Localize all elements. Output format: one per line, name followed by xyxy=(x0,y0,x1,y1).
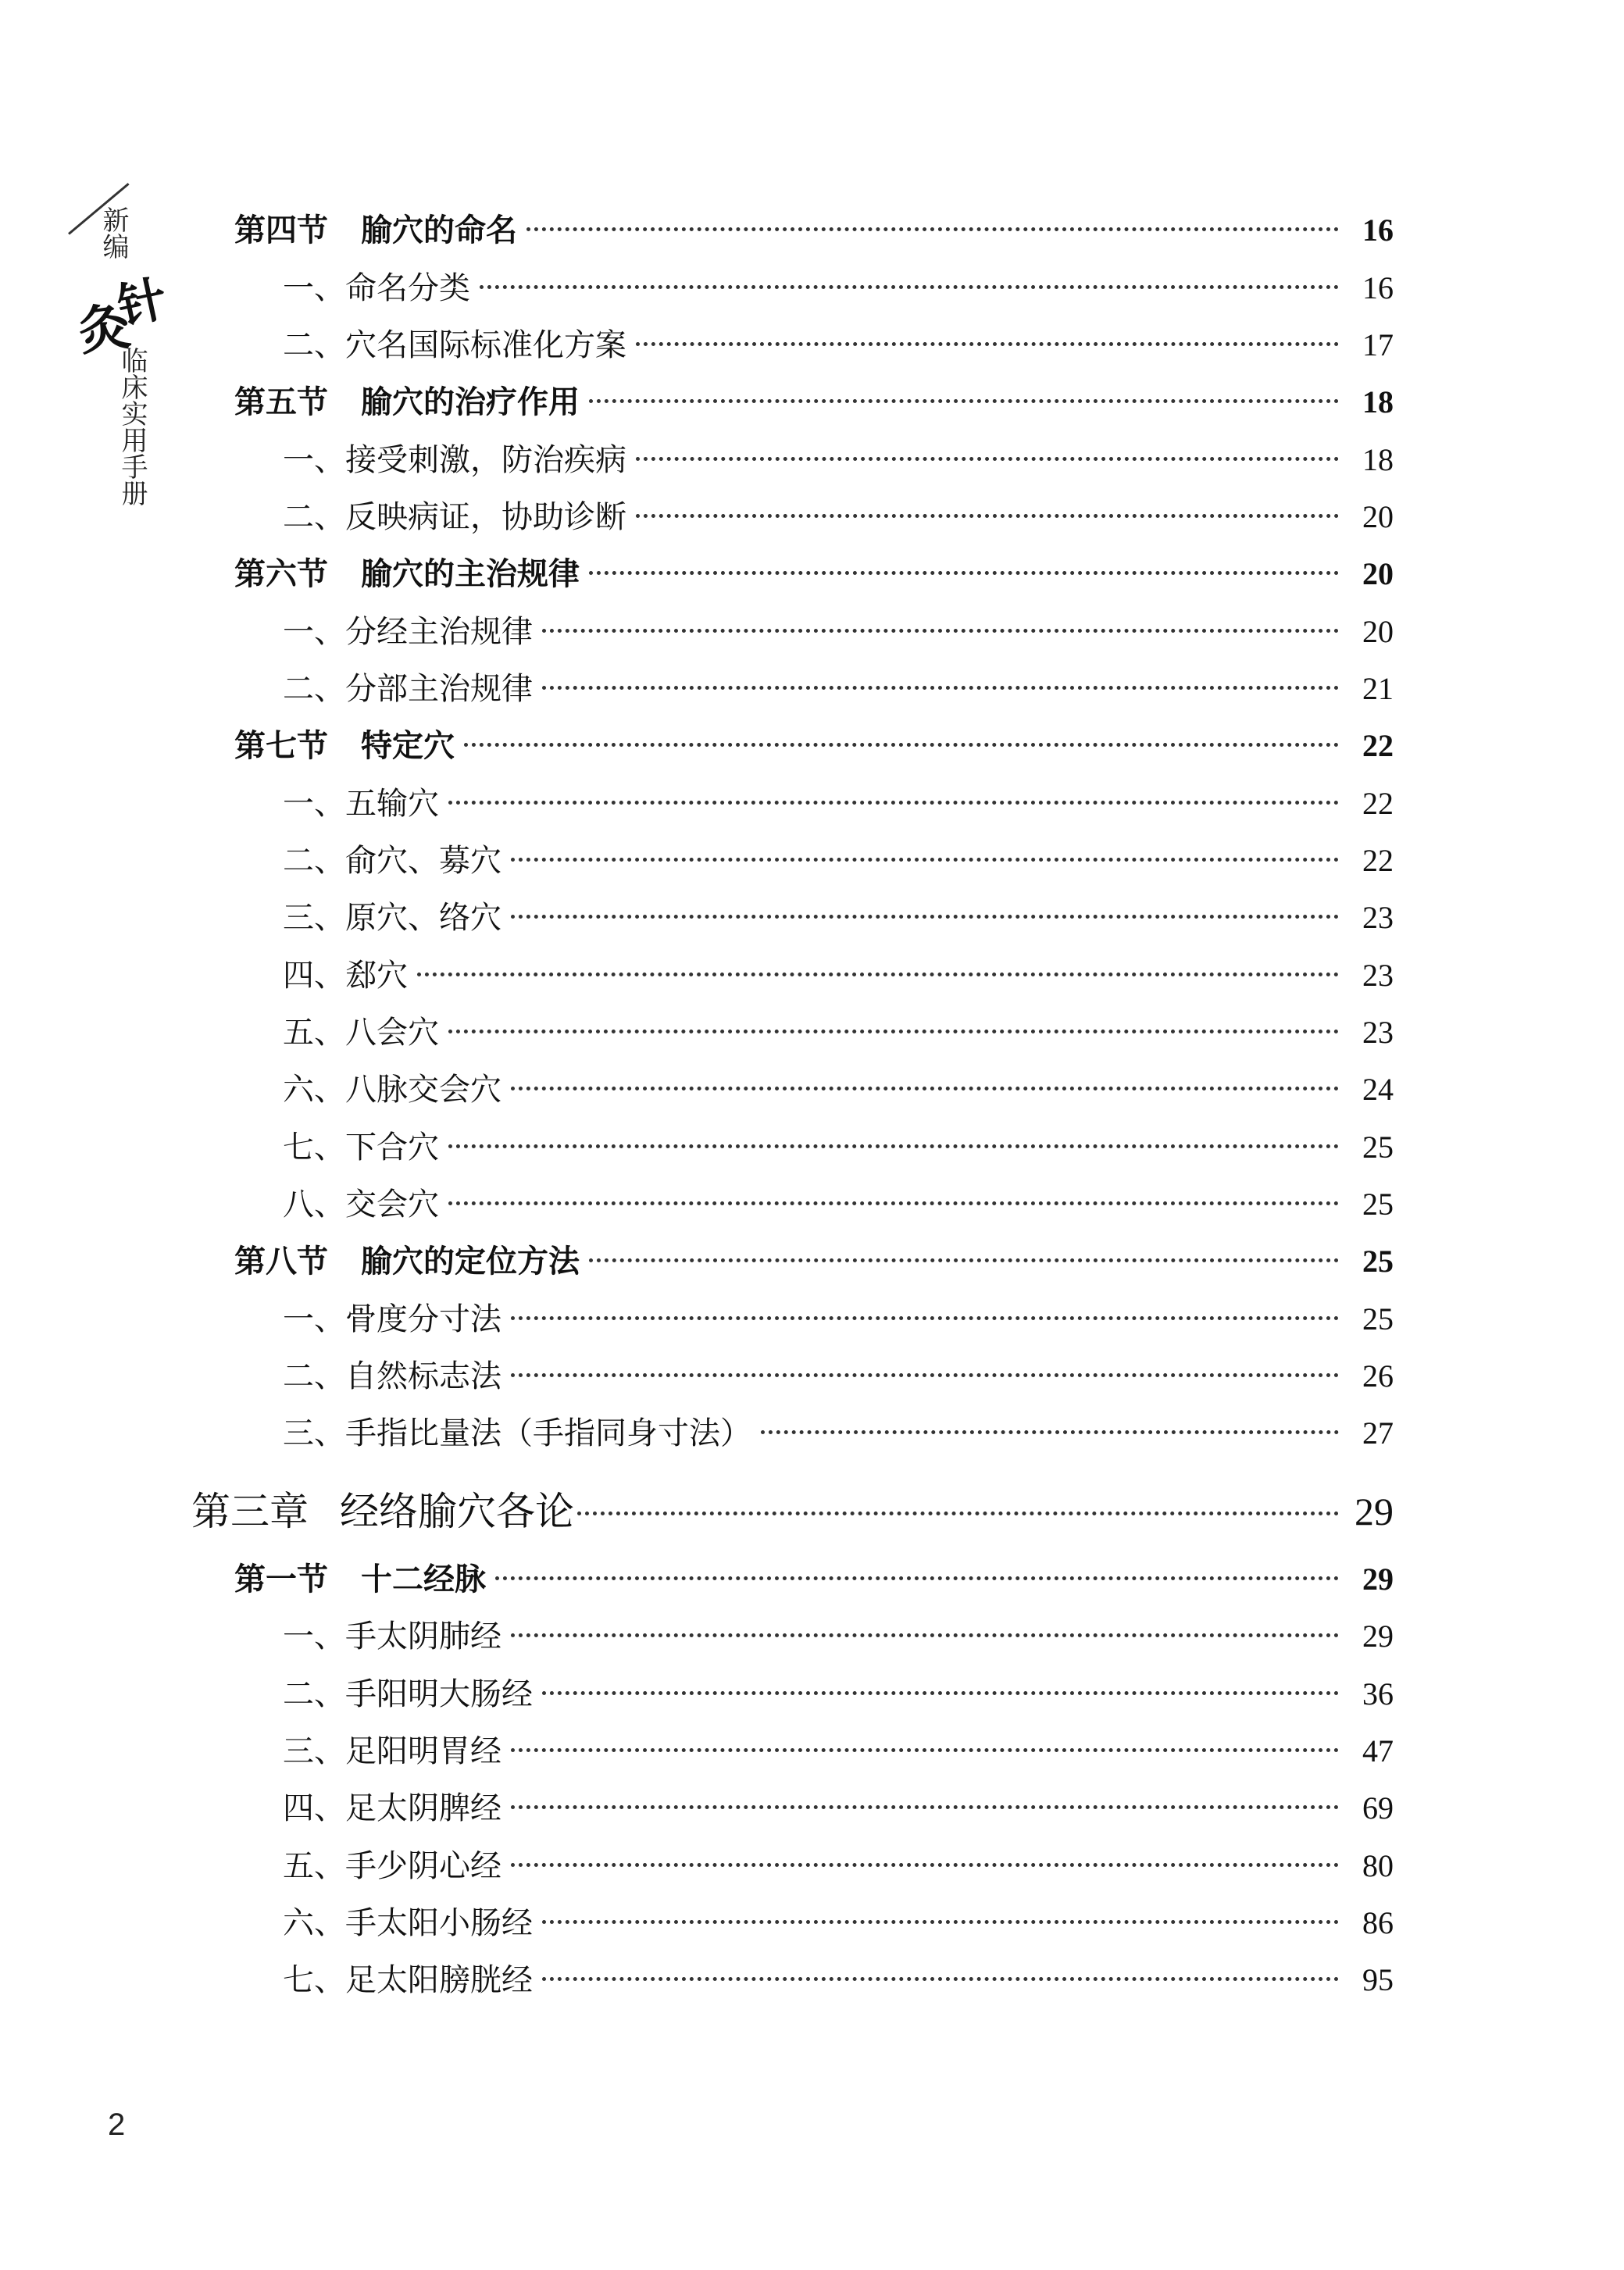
toc-section-row xyxy=(234,377,1394,422)
toc-entry-text: 七、下合穴 xyxy=(283,1130,439,1165)
dot-leader xyxy=(542,1977,1339,1981)
toc-entry-text: 一、命名分类 xyxy=(283,270,470,306)
toc-entry-title xyxy=(283,893,501,937)
toc-entry-title xyxy=(283,492,626,537)
toc-entry-text: 二、手阳明大肠经 xyxy=(283,1676,533,1712)
toc-entry-text: 二、俞穴、募穴 xyxy=(283,843,501,879)
toc-entry-title xyxy=(283,836,501,880)
toc-page-number: 20 xyxy=(1362,556,1394,591)
toc-entry-text: 特定穴 xyxy=(361,728,455,764)
dot-leader xyxy=(511,1316,1339,1320)
toc-item-row xyxy=(283,1611,1394,1656)
toc-page-number: 95 xyxy=(1362,1962,1394,1997)
toc-item-row xyxy=(283,1351,1394,1396)
toc-entry-number: 第一节 xyxy=(234,1562,328,1597)
brand-subtitle: 临床实用手册 xyxy=(116,347,148,506)
toc-page-number: 20 xyxy=(1362,499,1394,534)
toc-entry-title xyxy=(283,1783,501,1828)
dot-leader xyxy=(448,801,1339,805)
dot-leader xyxy=(511,1863,1339,1867)
toc-item-row xyxy=(283,320,1394,365)
toc-section-row xyxy=(234,205,1394,250)
toc-page-number: 23 xyxy=(1362,900,1394,935)
toc-entry-title xyxy=(234,1237,580,1281)
brand-jiu: 灸 xyxy=(74,294,134,363)
toc-item-row xyxy=(283,893,1394,937)
toc-entry-title xyxy=(283,1065,501,1109)
toc-item-row xyxy=(283,435,1394,480)
toc-entry-text: 经络腧穴各论 xyxy=(340,1489,574,1534)
toc-entry-title xyxy=(283,1669,533,1714)
toc-page-number: 29 xyxy=(1362,1562,1394,1597)
dot-leader xyxy=(511,1633,1339,1637)
toc-item-row xyxy=(283,1065,1394,1109)
toc-entry-title xyxy=(283,951,408,995)
toc-page-number: 25 xyxy=(1362,1187,1394,1222)
toc-page-number: 17 xyxy=(1362,327,1394,362)
toc-entry-text: 一、五输穴 xyxy=(283,786,439,822)
toc-entry-number: 第四节 xyxy=(234,212,328,248)
toc-entry-text: 四、郄穴 xyxy=(283,958,408,994)
dot-leader xyxy=(636,514,1339,518)
dot-leader xyxy=(542,629,1339,633)
toc-page-number: 47 xyxy=(1362,1733,1394,1769)
toc-entry-title xyxy=(283,1841,501,1886)
toc-page-number: 26 xyxy=(1362,1358,1394,1394)
toc-page-number: 18 xyxy=(1362,384,1394,419)
toc-page-number: 29 xyxy=(1355,1490,1394,1533)
toc-item-row xyxy=(283,1180,1394,1224)
toc-entry-text: 一、骨度分寸法 xyxy=(283,1301,501,1337)
toc-item-row xyxy=(283,779,1394,823)
toc-entry-text: 一、分经主治规律 xyxy=(283,614,533,650)
toc-entry-text: 腧穴的治疗作用 xyxy=(361,384,580,420)
brand-zhen: 针 xyxy=(112,269,172,336)
toc-chapter-row xyxy=(191,1480,1394,1537)
toc-item-row xyxy=(283,1955,1394,2000)
toc-entry-title xyxy=(283,1180,439,1224)
dot-leader xyxy=(542,686,1339,690)
toc-item-row xyxy=(283,492,1394,537)
toc-entry-title xyxy=(234,721,455,766)
toc-entry-title xyxy=(283,1955,533,2000)
toc-entry-title xyxy=(283,1408,751,1453)
toc-page-number: 22 xyxy=(1362,786,1394,821)
dot-leader xyxy=(589,399,1339,403)
toc-page-number: 16 xyxy=(1362,212,1394,248)
toc-entry-number: 第七节 xyxy=(234,728,328,764)
toc-entry-text: 十二经脉 xyxy=(361,1562,486,1597)
toc-entry-title xyxy=(283,607,533,651)
dot-leader xyxy=(636,342,1339,346)
toc-page-number: 29 xyxy=(1362,1619,1394,1654)
dot-leader xyxy=(464,743,1339,747)
toc-entry-text: 腧穴的主治规律 xyxy=(361,556,580,592)
toc-section-row xyxy=(234,1237,1394,1281)
toc-page-number: 18 xyxy=(1362,442,1394,477)
toc-item-row xyxy=(283,836,1394,880)
toc-entry-title xyxy=(283,435,626,480)
toc-page-number: 20 xyxy=(1362,614,1394,649)
dot-leader xyxy=(577,1512,1339,1515)
dot-leader xyxy=(511,858,1339,862)
toc-entry-title xyxy=(283,1726,501,1771)
dot-leader xyxy=(480,285,1339,289)
toc-item-row xyxy=(283,607,1394,651)
dot-leader xyxy=(761,1430,1339,1434)
series-brand xyxy=(62,178,172,506)
toc-entry-text: 七、足太阳膀胱经 xyxy=(283,1962,533,1998)
toc-item-row xyxy=(283,664,1394,708)
toc-entry-text: 五、手少阴心经 xyxy=(283,1848,501,1884)
dot-leader xyxy=(589,571,1339,575)
dot-leader xyxy=(511,1373,1339,1377)
toc-entry-text: 六、手太阳小肠经 xyxy=(283,1905,533,1941)
toc-item-row xyxy=(283,1008,1394,1052)
brand-xinbian: 新编 xyxy=(98,206,129,259)
toc-entry-title xyxy=(283,1294,501,1339)
toc-page-number: 27 xyxy=(1362,1415,1394,1451)
toc-item-row xyxy=(283,1898,1394,1943)
toc-entry-title xyxy=(234,377,580,422)
toc-entry-text: 腧穴的命名 xyxy=(361,212,517,248)
toc-entry-text: 一、手太阴肺经 xyxy=(283,1619,501,1654)
toc-page-number: 25 xyxy=(1362,1244,1394,1279)
toc-entry-title xyxy=(283,664,533,708)
toc-item-row xyxy=(283,1726,1394,1771)
toc-entry-title xyxy=(234,549,580,594)
toc-entry-title xyxy=(283,263,470,308)
toc-page-number: 22 xyxy=(1362,728,1394,763)
dot-leader xyxy=(511,1087,1339,1090)
toc-entry-text: 二、反映病证，协助诊断 xyxy=(283,499,626,535)
dot-leader xyxy=(448,1030,1339,1033)
dot-leader xyxy=(542,1920,1339,1924)
toc-entry-text: 五、八会穴 xyxy=(283,1015,439,1051)
toc-item-row xyxy=(283,1783,1394,1828)
toc-entry-text: 二、分部主治规律 xyxy=(283,671,533,707)
dot-leader xyxy=(589,1258,1339,1262)
toc-section-row xyxy=(234,1554,1394,1599)
toc-item-row xyxy=(283,1841,1394,1886)
dot-leader xyxy=(448,1201,1339,1205)
toc-entry-text: 八、交会穴 xyxy=(283,1187,439,1222)
toc-section-row xyxy=(234,549,1394,594)
toc-entry-title xyxy=(283,1123,439,1167)
page-number: 2 xyxy=(108,2108,126,2142)
toc-entry-text: 三、足阳明胃经 xyxy=(283,1733,501,1769)
toc-entry-text: 腧穴的定位方法 xyxy=(361,1244,580,1280)
toc-entry-text: 四、足太阴脾经 xyxy=(283,1790,501,1826)
toc-item-row xyxy=(283,263,1394,308)
dot-leader xyxy=(526,227,1339,231)
toc-entry-number: 第五节 xyxy=(234,384,328,420)
toc-page-number: 23 xyxy=(1362,1015,1394,1050)
toc-page-number: 23 xyxy=(1362,958,1394,993)
dot-leader xyxy=(511,915,1339,919)
toc-page-number: 25 xyxy=(1362,1301,1394,1337)
toc-entry-title xyxy=(283,1611,501,1656)
toc-entry-title xyxy=(234,205,517,250)
toc-page-number: 25 xyxy=(1362,1130,1394,1165)
toc-item-row xyxy=(283,1408,1394,1453)
toc-page-number: 22 xyxy=(1362,843,1394,878)
toc-page-number: 16 xyxy=(1362,270,1394,305)
dot-leader xyxy=(448,1144,1339,1148)
toc-page-number: 24 xyxy=(1362,1072,1394,1107)
toc-entry-text: 二、穴名国际标准化方案 xyxy=(283,327,626,363)
toc-entry-title xyxy=(283,779,439,823)
toc-page-number: 36 xyxy=(1362,1676,1394,1711)
dot-leader xyxy=(511,1748,1339,1752)
dot-leader xyxy=(495,1576,1339,1580)
toc-item-row xyxy=(283,1669,1394,1714)
toc-entry-text: 三、原穴、络穴 xyxy=(283,900,501,936)
toc-entry-text: 一、接受刺激，防治疾病 xyxy=(283,442,626,478)
dot-leader xyxy=(417,973,1339,976)
toc-entry-number: 第八节 xyxy=(234,1244,328,1280)
toc-entry-title xyxy=(234,1554,486,1599)
toc-entry-title xyxy=(283,320,626,365)
toc-page-number: 21 xyxy=(1362,671,1394,706)
toc-page-number: 86 xyxy=(1362,1905,1394,1940)
toc-item-row xyxy=(283,1123,1394,1167)
toc-section-row xyxy=(234,721,1394,766)
toc-entry-title xyxy=(283,1898,533,1943)
toc-item-row xyxy=(283,1294,1394,1339)
dot-leader xyxy=(511,1805,1339,1809)
toc-entry-title xyxy=(283,1008,439,1052)
toc-entry-text: 二、自然标志法 xyxy=(283,1358,501,1394)
toc-entry-title xyxy=(283,1351,501,1396)
dot-leader xyxy=(542,1691,1339,1695)
toc-entry-number: 第六节 xyxy=(234,556,328,592)
toc-page-number: 80 xyxy=(1362,1848,1394,1883)
toc-entry-text: 三、手指比量法（手指同身寸法） xyxy=(283,1415,751,1451)
toc-item-row xyxy=(283,951,1394,995)
toc-page-number: 69 xyxy=(1362,1790,1394,1826)
dot-leader xyxy=(636,457,1339,461)
toc-entry-number: 第三章 xyxy=(191,1489,309,1534)
toc-entry-title xyxy=(191,1480,574,1537)
toc-entry-text: 六、八脉交会穴 xyxy=(283,1072,501,1108)
